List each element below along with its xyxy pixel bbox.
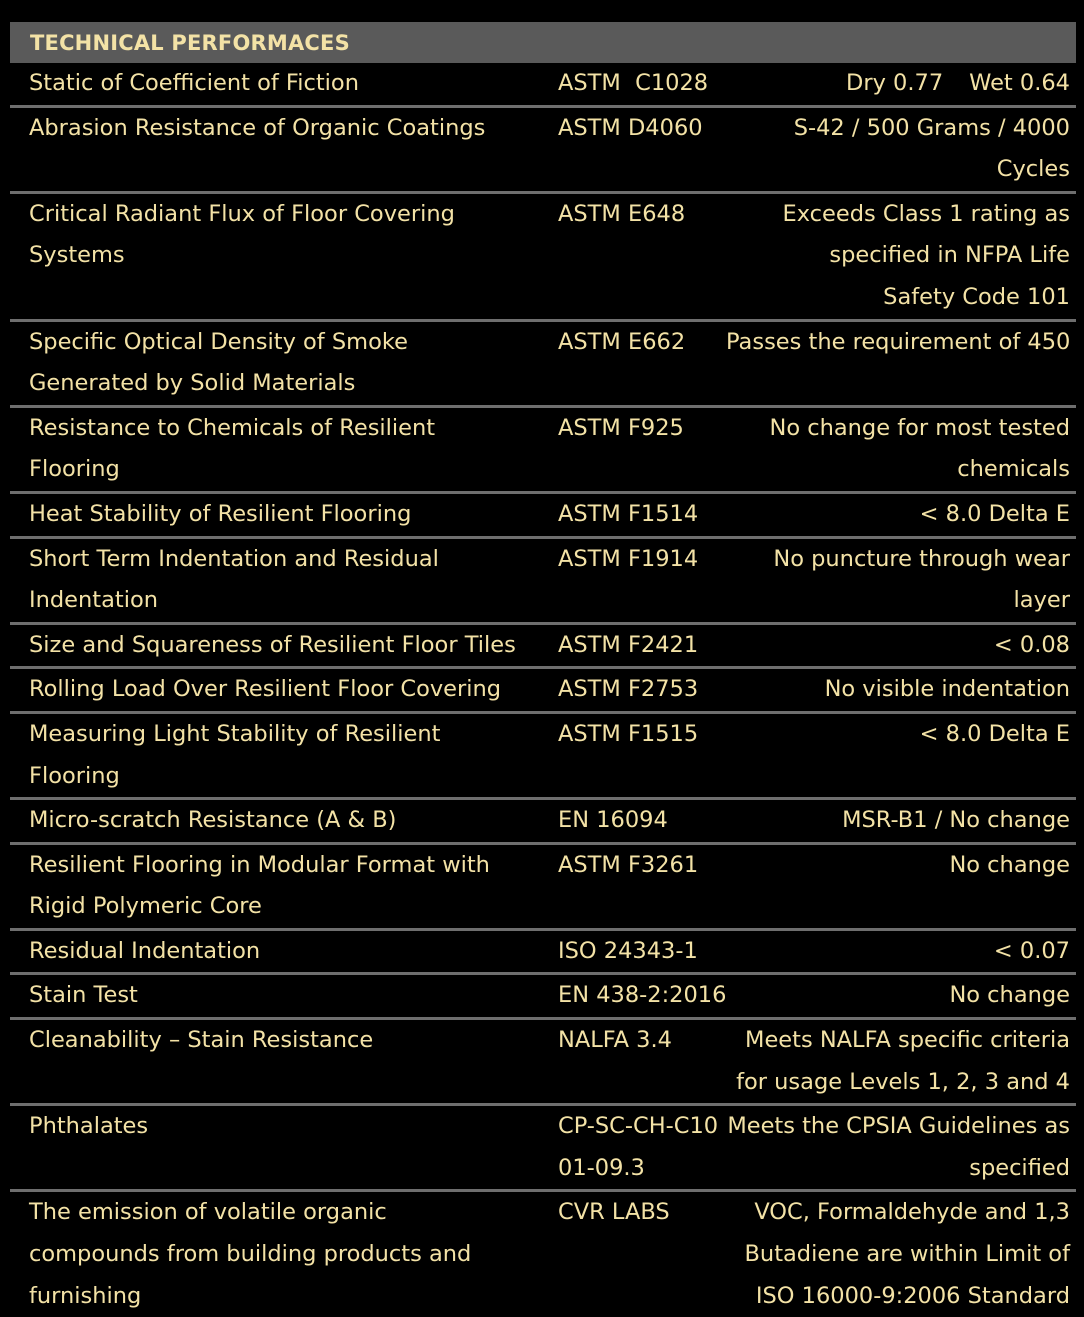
standard-cell: ASTM F3261 [558,851,699,878]
result-cell: Meets NALFA specific criteria for usage Levels 1, 2, 3 and 4 [736,1027,1070,1095]
property-cell: Micro-scratch Resistance (A & B) [29,807,397,834]
standard-cell: EN 438-2:2016 [558,982,727,1009]
result-cell: < 0.08 [993,631,1070,658]
standard-cell: NALFA 3.4 [558,1027,672,1054]
result-cell: No change for most tested chemicals [769,414,1070,483]
result-cell: Meets the CPSIA Guidelines as specified [727,1113,1070,1181]
standard-cell: ASTM F1514 [558,500,699,527]
property-cell: Short Term Indentation and Residual Indentation [29,545,439,614]
table-row [10,108,1076,194]
standard-cell: ASTM D4060 [558,114,703,141]
property-cell: Stain Test [29,982,138,1009]
table-row [10,322,1076,408]
property-cell: Cleanability – Stain Resistance [29,1027,374,1054]
result-cell: VOC, Formaldehyde and 1,3 Butadiene are within Limit of ISO 16000-9:2006 Standard [744,1199,1070,1309]
standard-cell: ASTM F925 [558,414,684,441]
table-row [10,63,1076,108]
result-cell: < 8.0 Delta E [919,720,1070,747]
property-cell: Critical Radiant Flux of Floor Covering Systems [29,200,455,269]
standard-cell: CP-SC-CH-C1001-09.3 [558,1113,719,1181]
property-cell: Residual Indentation [29,937,261,964]
result-cell: No visible indentation [824,676,1070,703]
property-cell: Specific Optical Density of Smoke Generated by Solid Materials [29,328,408,397]
result-cell: No change [949,982,1070,1009]
table-row [10,800,1076,845]
standard-cell: ASTM F2753 [558,676,699,703]
table-row [10,194,1076,322]
result-cell: No puncture through wear layer [773,545,1070,614]
property-cell: Resilient Flooring in Modular Format with Rigid Polymeric Core [29,851,490,920]
result-cell: Exceeds Class 1 rating as specified in NFPA Life Safety Code 101 [782,200,1070,310]
table-header [10,22,1076,63]
standard-cell: ASTM F1515 [558,720,699,747]
table-row [10,408,1076,494]
standard-cell: ASTM F1914 [558,545,699,572]
table-row [10,494,1076,539]
standard-cell: CVR LABS [558,1199,670,1226]
property-cell: Rolling Load Over Resilient Floor Covering [29,676,502,703]
result-cell: MSR-B1 / No change [842,807,1070,834]
table-row [10,714,1076,800]
result-cell [726,63,1076,105]
standard-cell: EN 16094 [558,807,668,834]
standard-cell: ASTM E648 [558,200,686,227]
table-row [10,975,1076,1020]
table-row [10,1020,1076,1106]
result-dry: Dry 0.77 [846,70,944,96]
result-cell: S-42 / 500 Grams / 4000 Cycles [793,114,1070,183]
table-row [10,931,1076,976]
standard-cell: ASTM F2421 [558,631,699,658]
result-wet: Wet 0.64 [969,70,1070,96]
standard-cell: ASTM E662 [558,328,686,355]
table-row [10,1106,1076,1192]
standard-cell: ISO 24343-1 [558,937,698,964]
property-cell: Abrasion Resistance of Organic Coatings [29,114,486,141]
table-row [10,539,1076,625]
result-cell: < 8.0 Delta E [919,500,1070,527]
technical-performance-table [10,22,1076,1317]
result-cell: < 0.07 [993,937,1070,964]
result-cell: Passes the requirement of 450 [726,328,1071,355]
property-cell: Static of Coefficient of Fiction [29,70,359,96]
table-title: TECHNICAL PERFORMACES [30,30,350,55]
standard-cell: ASTM C1028 [558,70,709,96]
property-cell: Phthalates [29,1113,149,1140]
property-cell: The emission of volatile organic compounds from building products and furnishing [29,1199,472,1309]
property-cell: Size and Squareness of Resilient Floor Tiles [29,631,516,658]
table-row [10,625,1076,670]
property-cell: Resistance to Chemicals of Resilient Flooring [29,414,436,483]
table-row [10,669,1076,714]
property-cell: Measuring Light Stability of Resilient Flooring [29,720,441,789]
result-cell: No change [949,851,1070,878]
table-row [10,1192,1076,1317]
table-row [10,845,1076,931]
property-cell: Heat Stability of Resilient Flooring [29,500,412,527]
